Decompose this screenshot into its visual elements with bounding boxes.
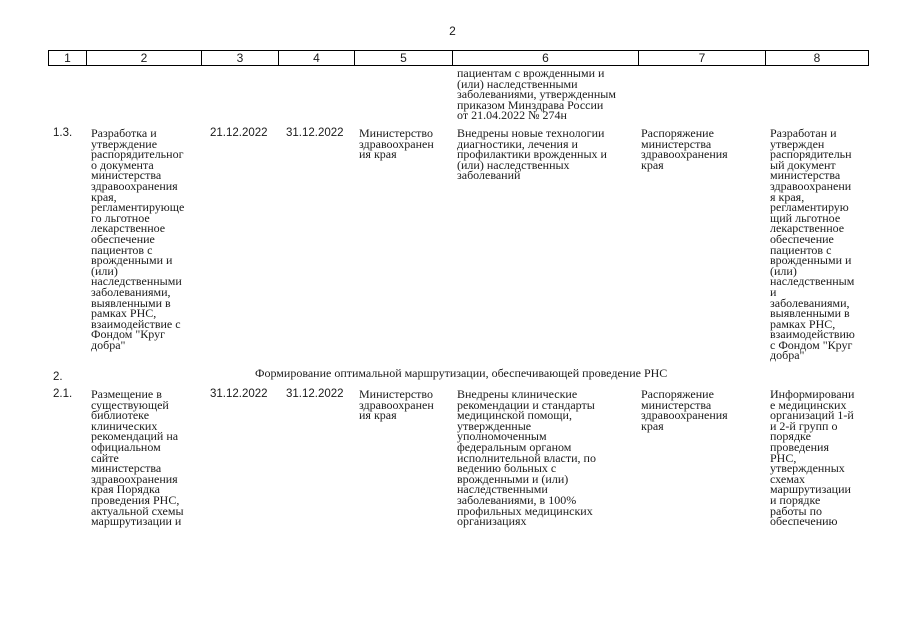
header-col-5: 5 <box>354 51 452 65</box>
header-col-2: 2 <box>86 51 201 65</box>
header-col-7: 7 <box>638 51 765 65</box>
row-1-3-result: Внедрены новые технологии диагностики, лечения и профилактики врожденных и (или) наследственных заболеваний <box>457 126 607 183</box>
table-header-row <box>48 50 869 66</box>
row-2-1-result: Внедрены клинические рекомендации и стандарты медицинской помощи, утвержденные уполномоченным федеральным органом исполнительной власти, по ведению больных с врожденными и (или) наследственными заболеваниями, в 100% профильных медицинских организациях <box>457 387 596 529</box>
header-col-6: 6 <box>452 51 638 65</box>
row-2-1-measure: Размещение в существующей библиотеке клинических рекомендаций на официальном сайте министерства здравоохранения края Порядка проведения РНС, актуальной схемы маршрутизации и <box>91 387 184 529</box>
row-2-1-responsible: Министерство здравоохранен ия края <box>359 387 434 423</box>
section-2-title: Формирование оптимальной маршрутизации, обеспечивающей проведение РНС <box>255 366 668 380</box>
row-1-3-end-date: 31.12.2022 <box>286 127 344 139</box>
row-1-3-outcome: Разработан и утвержден распорядительн ый документ министерства здравоохранени я края, регламентирую щий льготное лекарственное обеспечение пациентов с врожденными и (или) наследственным и заболеваниями, выявленными в рамках РНС, взаимодействию с Фондом "Круг добра" <box>770 126 855 363</box>
row-2-1-document-type: Распоряжение министерства здравоохранения края <box>641 387 728 433</box>
row-1-3-start-date: 21.12.2022 <box>210 127 268 139</box>
section-2-number: 2. <box>53 371 63 383</box>
row-2-1-start-date: 31.12.2022 <box>210 388 268 400</box>
continuation-col6: пациентам с врожденными и (или) наследственными заболеваниями, утвержденным приказом Минздрава России от 21.04.2022 № 274н <box>457 66 616 123</box>
row-2-1-outcome: Информировани е медицинских организаций 1-й и 2-й групп о порядке проведения РНС, утвержденных схемах маршрутизации и порядке работы по обеспечению <box>770 387 855 529</box>
header-col-8: 8 <box>765 51 868 65</box>
header-col-1: 1 <box>64 51 71 65</box>
row-1-3-responsible: Министерство здравоохранен ия края <box>359 126 434 162</box>
row-2-1-number: 2.1. <box>53 388 73 400</box>
header-col-4: 4 <box>278 51 354 65</box>
row-1-3-document-type: Распоряжение министерства здравоохранения края <box>641 126 728 172</box>
page-number: 2 <box>449 24 456 38</box>
header-col-3: 3 <box>201 51 278 65</box>
row-2-1-end-date: 31.12.2022 <box>286 388 344 400</box>
row-1-3-measure: Разработка и утверждение распорядительног о документа министерства здравоохранения края, регламентирующе го льготное лекарственное обеспечение пациентов с врожденными и (или) наследственными заболеваниями, выявленными в рамках РНС, взаимодействие с Фондом "Круг добра" <box>91 126 185 352</box>
row-1-3-number: 1.3. <box>53 127 73 139</box>
